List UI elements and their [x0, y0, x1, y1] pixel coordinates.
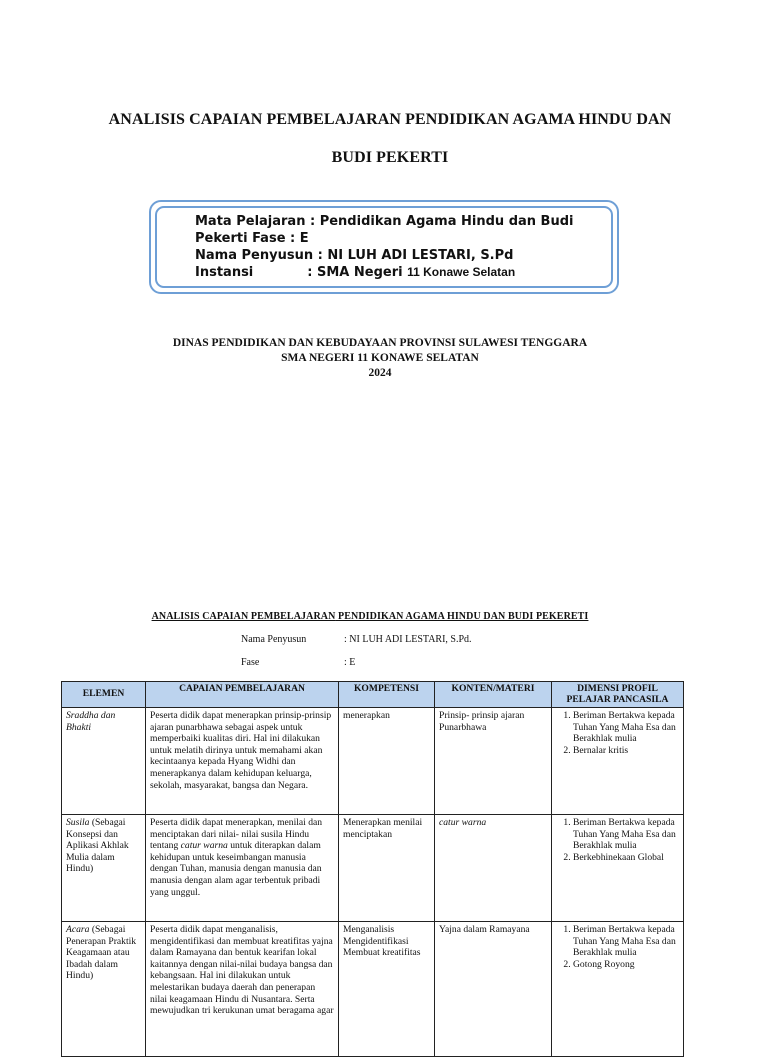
info-phase: Pekerti Fase : E [195, 231, 309, 246]
analysis-title-part1: ANALISIS CAPAIAN PEMBELAJARAN [151, 611, 336, 622]
cell-elemen [62, 922, 146, 1057]
elemen-name: Susila [66, 817, 90, 828]
capaian-text: Peserta didik dapat menerapkan, menilai dan menciptakan dari nilai- nilai susila Hindu tentang [150, 817, 323, 852]
analysis-title-part2: PENDIDIKAN AGAMA HINDU DAN BUDI PEKERETI [338, 611, 589, 622]
info-institution [195, 264, 605, 281]
dimensi-item: 2. Gotong Royong [573, 959, 679, 971]
cell-konten: Prinsip- prinsip ajaran Punarbhawa [435, 708, 552, 815]
cell-elemen [62, 815, 146, 922]
cell-dimensi [552, 708, 684, 815]
info-institution-label: Instansi [195, 265, 254, 280]
dimensi-list [556, 924, 679, 970]
dimensi-item: 1. Beriman Bertakwa kepada Tuhan Yang Maha Esa dan Berakhlak mulia [573, 710, 679, 745]
org-agency: DINAS PENDIDIKAN DAN KEBUDAYAAN PROVINSI SULAWESI TENGGARA [172, 337, 588, 349]
cell-capaian: Peserta didik dapat menerapkan prinsip-prinsip ajaran punarbhawa sebagai aspek untuk memperbaiki kualitas diri. Hal ini dilakukan untuk melatih dirinya untuk memahami akan kecintaanya kepada Hyang Widhi dan menerapkanya dalam kehidupan keluarga, sekolah, masyarakat, bangsa dan Negara. [146, 708, 339, 815]
cell-kompetensi: Menganalisis Mengidentifikasi Membuat kreatifitas [339, 922, 435, 1057]
header-kompetensi: KOMPETENSI [339, 682, 435, 708]
table-header-row [62, 682, 684, 708]
header-dimensi: DIMENSI PROFIL PELAJAR PANCASILA [552, 682, 684, 708]
capaian-term: catur warna [180, 840, 228, 852]
dimensi-item: 1. Beriman Bertakwa kepada Tuhan Yang Maha Esa dan Berakhlak mulia [573, 817, 679, 852]
cell-capaian: Peserta didik dapat menganalisis, mengidentifikasi dan membuat kreatifitas yajna dalam Ramayana dan bentuk kearifan lokal kaitannya dengan nilai-nilai budaya bangsa dan kebangsaan. Hal ini dilakukan untuk melestarikan budaya daerah dan penerapan nilai keagamaan Hindu di Nusantara. Serta mewujudkan tri kerukunan umat beragama agar [146, 922, 339, 1057]
header-elemen: ELEMEN [62, 682, 146, 708]
info-institution-suffix: 11 Konawe Selatan [407, 265, 516, 279]
konten-term: catur warna [439, 817, 487, 828]
dimensi-item: 2. Berkebhinekaan Global [573, 852, 679, 864]
meta-author-label: Nama Penyusun [241, 634, 307, 645]
cell-konten: Yajna dalam Ramayana [435, 922, 552, 1057]
org-school: SMA NEGERI 11 KONAWE SELATAN [281, 352, 479, 364]
info-institution-value: : SMA Negeri [307, 265, 403, 280]
cell-kompetensi: Menerapkan menilai menciptakan [339, 815, 435, 922]
cell-elemen [62, 708, 146, 815]
meta-phase-value: : E [344, 657, 356, 668]
table-row [62, 815, 684, 922]
cell-kompetensi: menerapkan [339, 708, 435, 815]
info-box [195, 213, 605, 281]
cell-dimensi [552, 922, 684, 1057]
analysis-title [0, 611, 740, 622]
meta-phase-label: Fase [241, 657, 260, 668]
info-author: Nama Penyusun : NI LUH ADI LESTARI, S.Pd [195, 248, 514, 263]
elemen-name: Acara [66, 924, 90, 935]
table-row [62, 708, 684, 815]
capaian-text-end: untuk diterapkan dalam kehidupan untuk keseimbangan manusia dengan Tuhan, manusia dengan manusia dan manusia dengan alam agar terbentuk pribadi yang unggul. [150, 840, 322, 898]
cell-dimensi [552, 815, 684, 922]
dimensi-list [556, 710, 679, 756]
dimensi-list [556, 817, 679, 863]
cell-konten [435, 815, 552, 922]
info-subject: Mata Pelajaran : Pendidikan Agama Hindu dan Budi [195, 214, 574, 229]
document-title-line1: ANALISIS CAPAIAN PEMBELAJARAN PENDIDIKAN AGAMA HINDU DAN [108, 111, 672, 128]
elemen-desc: (Sebagai Konsepsi dan Aplikasi Akhlak Mulia dalam Hindu) [66, 817, 129, 875]
learning-outcomes-table [61, 681, 684, 1057]
document-title-line2: BUDI PEKERTI [331, 149, 449, 166]
elemen-name: Sraddha dan Bhakti [66, 710, 116, 733]
dimensi-item: 2. Bernalar kritis [573, 745, 679, 757]
dimensi-item: 1. Beriman Bertakwa kepada Tuhan Yang Maha Esa dan Berakhlak mulia [573, 924, 679, 959]
elemen-desc: (Sebagai Penerapan Praktik Keagamaan atau Ibadah dalam Hindu) [66, 924, 137, 982]
cell-capaian [146, 815, 339, 922]
org-year: 2024 [368, 367, 392, 379]
meta-author-value: : NI LUH ADI LESTARI, S.Pd. [344, 634, 472, 645]
table-row [62, 922, 684, 1057]
header-capaian: CAPAIAN PEMBELAJARAN [146, 682, 339, 708]
header-konten: KONTEN/MATERI [435, 682, 552, 708]
